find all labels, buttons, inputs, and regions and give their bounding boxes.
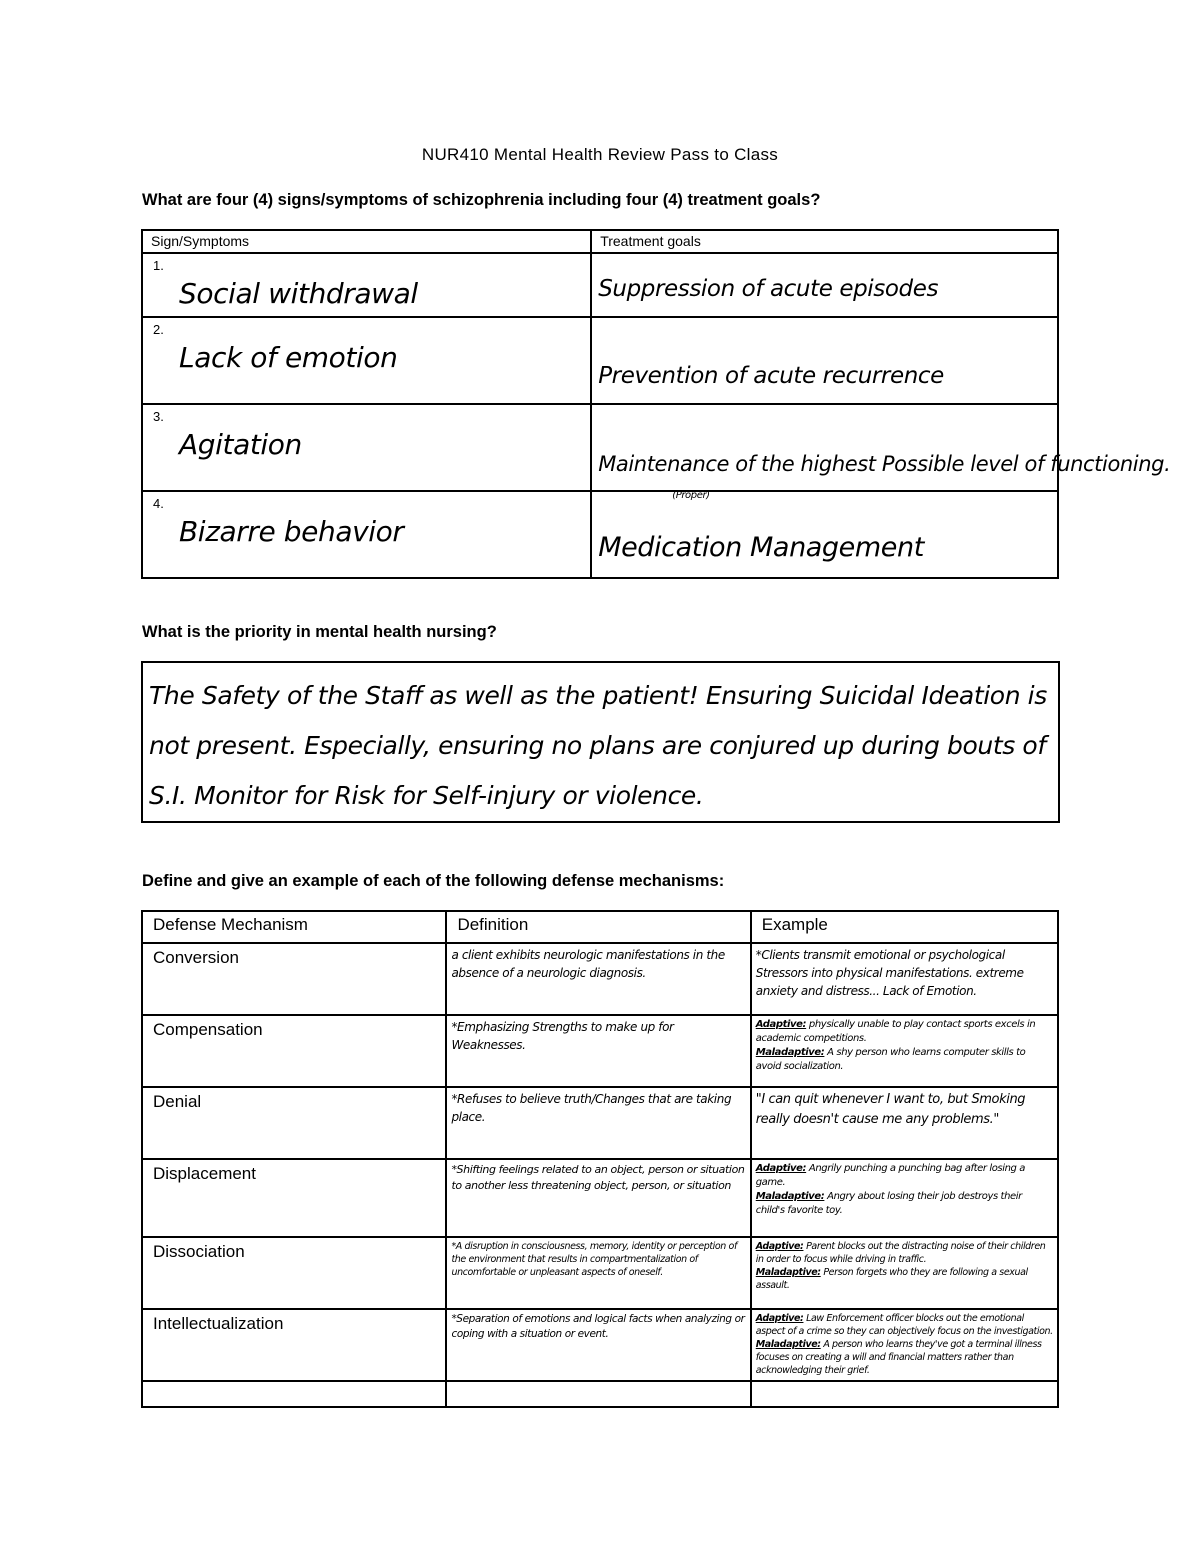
mechanism-definition: *Separation of emotions and logical facts when analyzing or coping with a situation or event. — [451, 1313, 745, 1340]
goal-text: Maintenance of the highest Possible level of functioning. — [598, 452, 1171, 476]
table-row — [142, 253, 1058, 317]
question-defense-mechanisms: Define and give an example of each of the following defense mechanisms: — [142, 872, 725, 890]
mechanism-example — [752, 1016, 1057, 1076]
adaptive-label: Adaptive: — [755, 1241, 804, 1252]
row-number: 3. — [153, 409, 164, 424]
table-row — [142, 943, 1058, 1015]
row-number: 4. — [153, 496, 164, 511]
symptom-text: Bizarre behavior — [179, 515, 404, 548]
symptom-text: Agitation — [179, 428, 302, 461]
symptom-text: Social withdrawal — [179, 277, 418, 310]
schizophrenia-table — [141, 229, 1171, 579]
mechanism-name: Dissociation — [153, 1242, 245, 1261]
question-schizophrenia: What are four (4) signs/symptoms of schizophrenia including four (4) treatment goals? — [142, 191, 821, 209]
priority-answer-box — [141, 661, 1060, 823]
maladaptive-example: A person who learns they've got a terminal illness focuses on creating a will and financial matters rather than acknowledging their grief. — [755, 1339, 1042, 1376]
table-row-empty — [142, 1381, 1058, 1407]
table-row — [142, 1309, 1058, 1381]
header-defense-mechanism: Defense Mechanism — [142, 911, 446, 943]
mechanism-example: "I can quit whenever I want to, but Smoking really doesn't cause me any problems." — [755, 1092, 1026, 1127]
maladaptive-label: Maladaptive: — [755, 1047, 825, 1058]
adaptive-label: Adaptive: — [755, 1313, 804, 1324]
mechanism-name: Denial — [153, 1092, 202, 1111]
mechanism-name: Displacement — [153, 1164, 256, 1183]
adaptive-example: Parent blocks out the distracting noise of their children in order to focus while driving in traffic. — [755, 1241, 1046, 1265]
priority-answer: The Safety of the Staff as well as the patient! Ensuring Suicidal Ideation is not present. Especially, ensuring no plans are conjured up during bouts of S.I. Monitor for Risk for Self-injury or violence. — [149, 681, 1047, 810]
table-row — [142, 491, 1058, 578]
mechanism-definition: *Refuses to believe truth/Changes that are taking place. — [451, 1092, 732, 1124]
mechanism-example: *Clients transmit emotional or psychological Stressors into physical manifestations. extreme anxiety and distress... Lack of Emotion. — [755, 948, 1024, 998]
header-treatment-goals: Treatment goals — [600, 233, 701, 249]
mechanism-name: Intellectualization — [153, 1314, 284, 1333]
mechanism-example — [752, 1238, 1057, 1294]
mechanism-example — [752, 1310, 1057, 1379]
table-row — [142, 404, 1058, 491]
mechanism-example — [752, 1160, 1057, 1220]
header-sign-symptoms: Sign/Symptoms — [151, 233, 250, 249]
mechanism-definition: *Emphasizing Strengths to make up for Weaknesses. — [451, 1020, 674, 1052]
row-number: 2. — [153, 322, 164, 337]
table-row — [142, 1237, 1058, 1309]
header-example: Example — [751, 911, 1058, 943]
adaptive-example: physically unable to play contact sports excels in academic competitions. — [755, 1019, 1036, 1044]
table-row — [142, 1159, 1058, 1237]
mechanism-name: Conversion — [153, 948, 239, 967]
mechanism-definition: *Shifting feelings related to an object, person or situation to another less threatening object, person, or situation — [451, 1163, 745, 1192]
adaptive-example: Law Enforcement officer blocks out the emotional aspect of a crime so they can objectively focus on the investigation. — [755, 1313, 1053, 1337]
question-priority: What is the priority in mental health nursing? — [142, 623, 497, 641]
table-row — [142, 317, 1058, 404]
table-row — [142, 1015, 1058, 1087]
symptom-text: Lack of emotion — [179, 341, 398, 374]
maladaptive-example: Angry about losing their job destroys their child's favorite toy. — [755, 1191, 1022, 1216]
table-row — [142, 1087, 1058, 1159]
maladaptive-example: Person forgets who they are following a sexual assault. — [755, 1267, 1028, 1291]
goal-text: Prevention of acute recurrence — [598, 363, 944, 389]
adaptive-label: Adaptive: — [755, 1019, 807, 1030]
header-definition: Definition — [446, 911, 750, 943]
defense-mechanism-table — [141, 910, 1059, 1408]
maladaptive-example: A shy person who learns computer skills to avoid socialization. — [755, 1047, 1026, 1072]
adaptive-label: Adaptive: — [755, 1163, 807, 1174]
mechanism-definition: a client exhibits neurologic manifestations in the absence of a neurologic diagnosis. — [451, 948, 725, 980]
adaptive-example: Angrily punching a punching bag after losing a game. — [755, 1163, 1026, 1188]
goal-text: Medication Management — [598, 532, 924, 563]
row-number: 1. — [153, 258, 164, 273]
maladaptive-label: Maladaptive: — [755, 1191, 825, 1202]
mechanism-definition: *A disruption in consciousness, memory, identity or perception of the environment that results in compartmentalization of uncomfortable or unpleasant aspects of oneself. — [451, 1241, 737, 1278]
goal-text: Suppression of acute episodes — [598, 276, 939, 302]
goal-note: (Proper) — [672, 490, 710, 501]
maladaptive-label: Maladaptive: — [755, 1267, 821, 1278]
maladaptive-label: Maladaptive: — [755, 1339, 821, 1350]
document-title: NUR410 Mental Health Review Pass to Class — [421, 145, 779, 164]
mechanism-name: Compensation — [153, 1020, 263, 1039]
